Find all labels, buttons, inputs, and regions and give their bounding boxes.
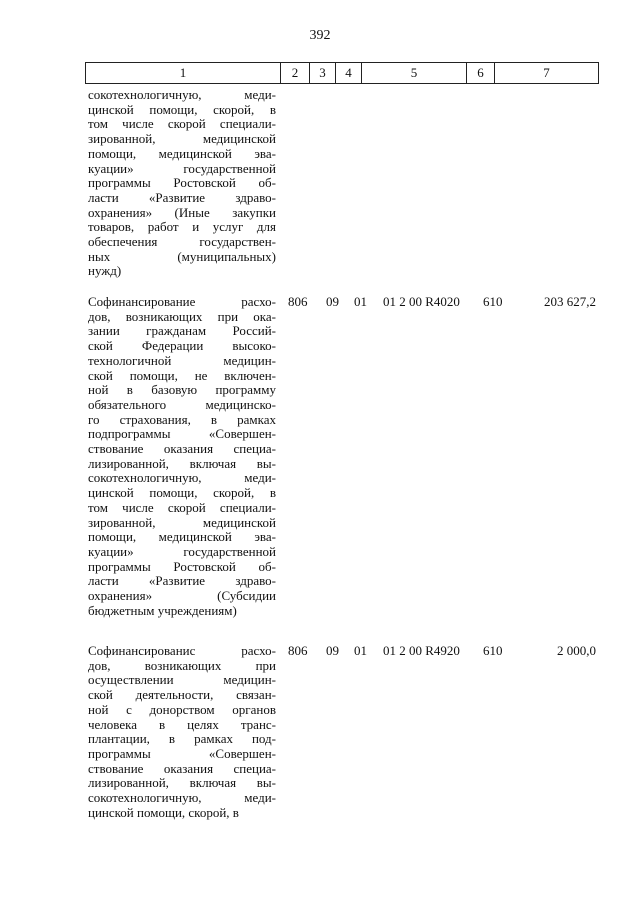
row-1-subsection: 01 — [354, 294, 367, 309]
description-line: программы Ростовской об- — [88, 175, 276, 191]
description-line: ствование оказания специа- — [88, 760, 276, 776]
description-line: зированной, медицинской — [88, 131, 276, 147]
row-1-section: 09 — [326, 294, 339, 309]
row-2-section: 09 — [326, 643, 339, 658]
description-line: дов, возникающих при ока- — [88, 308, 276, 324]
description-line: подпрограммы «Совершен- — [88, 426, 276, 442]
description-line: ской Федерации высоко- — [88, 338, 276, 354]
description-line: ской деятельности, связан- — [88, 687, 276, 703]
row-2-subsection: 01 — [354, 643, 367, 658]
description-line: ской помощи, не включен- — [88, 367, 276, 383]
description-line: лизированной, включая вы- — [88, 455, 276, 471]
description-line: ной с донорством органов — [88, 701, 276, 717]
description-line: помощи, медицинской эва- — [88, 145, 276, 161]
description-line: плантации, в рамках под- — [88, 731, 276, 747]
description-line: куации» государственной — [88, 160, 276, 176]
description-line: программы Ростовской об- — [88, 558, 276, 574]
description-line: помощи, медицинской эва- — [88, 529, 276, 545]
description-line: технологичной медицин- — [88, 352, 276, 368]
description-line: бюджетным учреждениям) — [88, 602, 237, 618]
row-1-ministry-code: 806 — [288, 294, 308, 309]
description-line: охранения» (Субсидии — [88, 588, 276, 604]
header-col-1: 1 — [179, 65, 187, 80]
row-2-target-article: 01 2 00 R4920 — [383, 643, 460, 658]
header-col-2: 2 — [280, 63, 309, 83]
description-line: программы «Совершен- — [88, 745, 276, 761]
header-col-6: 6 — [466, 63, 494, 83]
table-header — [85, 62, 599, 84]
description-line: ной в базовую программу — [88, 382, 276, 398]
description-line: обеспечения государствен- — [88, 234, 276, 250]
page-number: 392 — [309, 28, 331, 43]
row-1-expense-type: 610 — [483, 294, 503, 309]
description-line: нужд) — [88, 263, 122, 279]
description-line: ласти «Развитие здраво- — [88, 573, 276, 589]
description-line: обязательного медицинско- — [88, 396, 276, 412]
row-2-ministry-code: 806 — [288, 643, 308, 658]
row-1-description — [88, 295, 276, 618]
description-line: человека в целях транс- — [88, 716, 276, 732]
description-line: том числе скорой специали- — [88, 116, 276, 132]
description-line: осуществлении медицин- — [88, 672, 276, 688]
description-line: дов, возникающих при — [88, 657, 276, 673]
description-line: Софинансирование расхо- — [88, 294, 276, 309]
description-line: лизированной, включая вы- — [88, 775, 276, 791]
description-line: ствование оказания специа- — [88, 441, 276, 457]
description-line: охранения» (Иные закупки — [88, 204, 276, 220]
description-line: товаров, работ и услуг для — [88, 219, 276, 235]
description-line: куации» государственной — [88, 543, 276, 559]
row-0-description — [88, 88, 276, 279]
description-line: сокотехнологичную, меди- — [88, 790, 276, 806]
description-line: ласти «Развитие здраво- — [88, 189, 276, 205]
header-col-4: 4 — [335, 63, 361, 83]
description-line: сокотехнологичную, меди- — [88, 470, 276, 486]
description-line: го страхования, в рамках — [88, 411, 276, 427]
header-col-3: 3 — [309, 63, 335, 83]
description-line: зированной, медицинской — [88, 514, 276, 530]
description-line: цинской помощи, скорой, в — [88, 804, 239, 820]
description-line: ных (муниципальных) — [88, 248, 276, 264]
description-line: том числе скорой специали- — [88, 499, 276, 515]
description-line: сокотехнологичную, меди- — [88, 87, 276, 102]
row-2-amount: 2 000,0 — [557, 643, 596, 658]
header-col-7: 7 — [494, 63, 598, 83]
row-2-expense-type: 610 — [483, 643, 503, 658]
description-line: зании гражданам Россий- — [88, 323, 276, 339]
description-line: Софинансированис расхо- — [88, 643, 276, 658]
description-line: цинской помощи, скорой, в — [88, 101, 276, 117]
row-1-target-article: 01 2 00 R4020 — [383, 294, 460, 309]
description-line: цинской помощи, скорой, в — [88, 485, 276, 501]
row-1-amount: 203 627,2 — [544, 294, 596, 309]
row-2-description — [88, 644, 276, 820]
header-col-5: 5 — [361, 63, 466, 83]
